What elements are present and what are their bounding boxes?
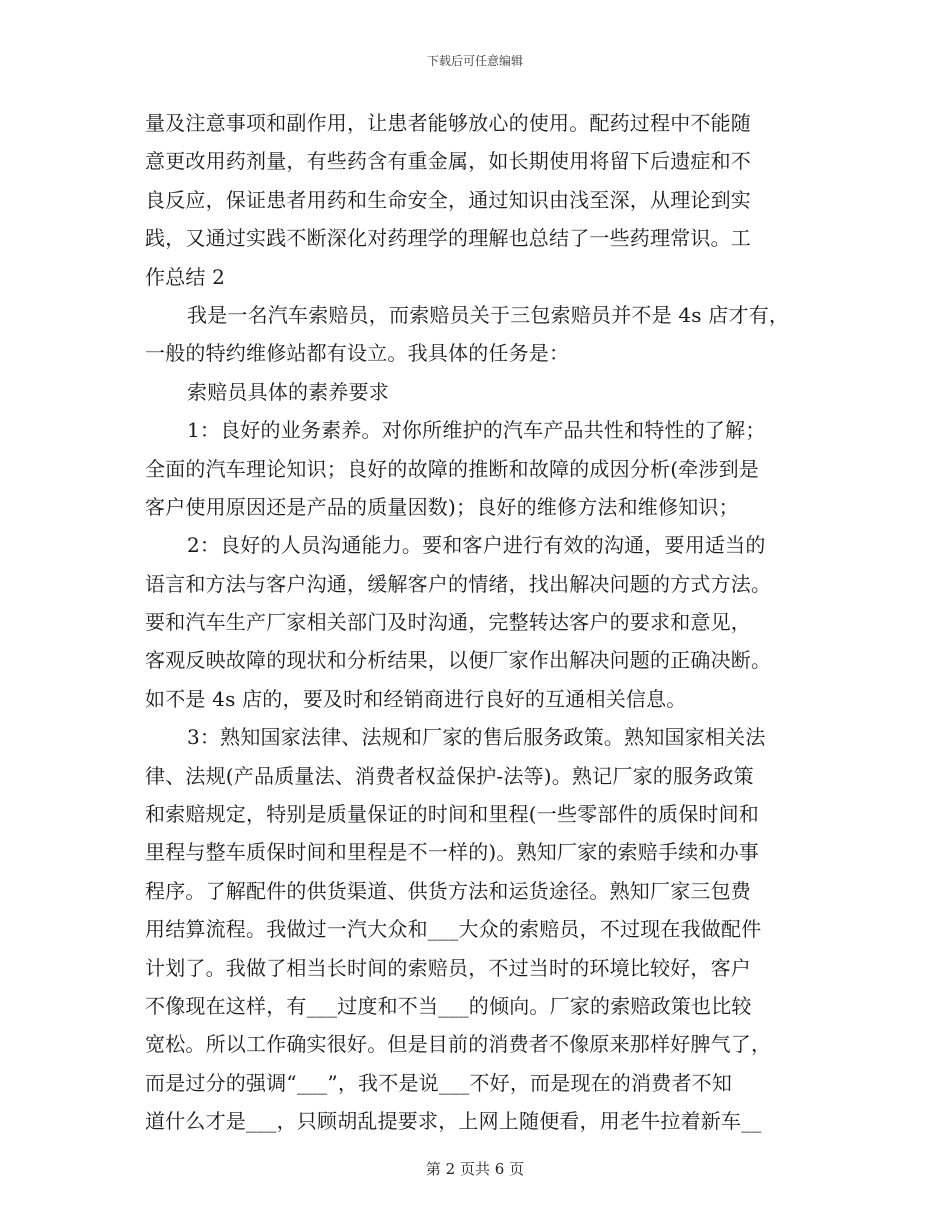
text-line: 而是过分的强调“___”，我不是说___不好，而是现在的消费者不知: [145, 1070, 733, 1095]
text-line: 3：熟知国家法律、法规和厂家的售后服务政策。熟知国家相关法: [187, 725, 766, 750]
text-line: 意更改用药剂量，有些药含有重金属，如长期使用将留下后遗症和不: [145, 149, 751, 174]
text-line: 不像现在这样，有___过度和不当___的倾向。厂家的索赔政策也比较: [145, 993, 752, 1018]
text-line: 2：良好的人员沟通能力。要和客户进行有效的沟通，要用适当的: [187, 533, 766, 558]
text-line: 如不是 4s 店的，要及时和经销商进行良好的互通相关信息。: [145, 686, 687, 711]
text-line: 用结算流程。我做过一汽大众和___大众的索赔员，不过现在我做配件: [145, 917, 762, 942]
text-line: 道什么才是___，只顾胡乱提要求，上网上随便看，用老牛拉着新车__: [145, 1109, 762, 1134]
text-line: 践，又通过实践不断深化对药理学的理解也总结了一些药理常识。工: [145, 226, 751, 251]
text-line: 一般的特约维修站都有设立。我具体的任务是：: [145, 341, 570, 366]
text-line: 全面的汽车理论知识；良好的故障的推断和故障的成因分析(牵涉到是: [145, 456, 760, 481]
text-line: 里程与整车质保时间和里程是不一样的)。熟知厂家的索赔手续和办事: [145, 840, 760, 865]
text-line: 计划了。我做了相当长时间的索赔员，不过当时的环境比较好，客户: [145, 955, 751, 980]
text-line: 1：良好的业务素养。对你所维护的汽车产品共性和特性的了解；: [187, 418, 766, 443]
text-line: 程序。了解配件的供货渠道、供货方法和运货途径。熟知厂家三包费: [145, 878, 751, 903]
page-header: 下载后可任意编辑: [426, 54, 523, 68]
page-number: 第 2 页共 6 页: [425, 1160, 525, 1178]
text-line: 要和汽车生产厂家相关部门及时沟通，完整转达客户的要求和意见，: [145, 610, 751, 635]
text-line: 量及注意事项和副作用，让患者能够放心的使用。配药过程中不能随: [145, 111, 751, 135]
text-line: 索赔员具体的素养要求: [187, 379, 389, 404]
text-line: 良反应，保证患者用药和生命安全，通过知识由浅至深，从理论到实: [145, 187, 751, 212]
text-line: 和索赔规定，特别是质量保证的时间和里程(一些零部件的质保时间和: [145, 802, 760, 827]
text-line: 我是一名汽车索赔员，而索赔员关于三包索赔员并不是 4s 店才有，: [187, 302, 790, 327]
text-line: 语言和方法与客户沟通，缓解客户的情绪，找出解决问题的方式方法。: [145, 571, 772, 596]
text-line: 作总结 2: [145, 264, 226, 289]
text-line: 客观反映故障的现状和分析结果，以便厂家作出解决问题的正确决断。: [145, 648, 772, 673]
text-line: 客户使用原因还是产品的质量因数)；良好的维修方法和维修知识；: [145, 494, 739, 519]
text-line: 宽松。所以工作确实很好。但是目前的消费者不像原来那样好脾气了，: [145, 1032, 772, 1057]
text-line: 律、法规(产品质量法、消费者权益保护-法等)。熟记厂家的服务政策: [145, 763, 754, 788]
document-body: [145, 104, 820, 1141]
